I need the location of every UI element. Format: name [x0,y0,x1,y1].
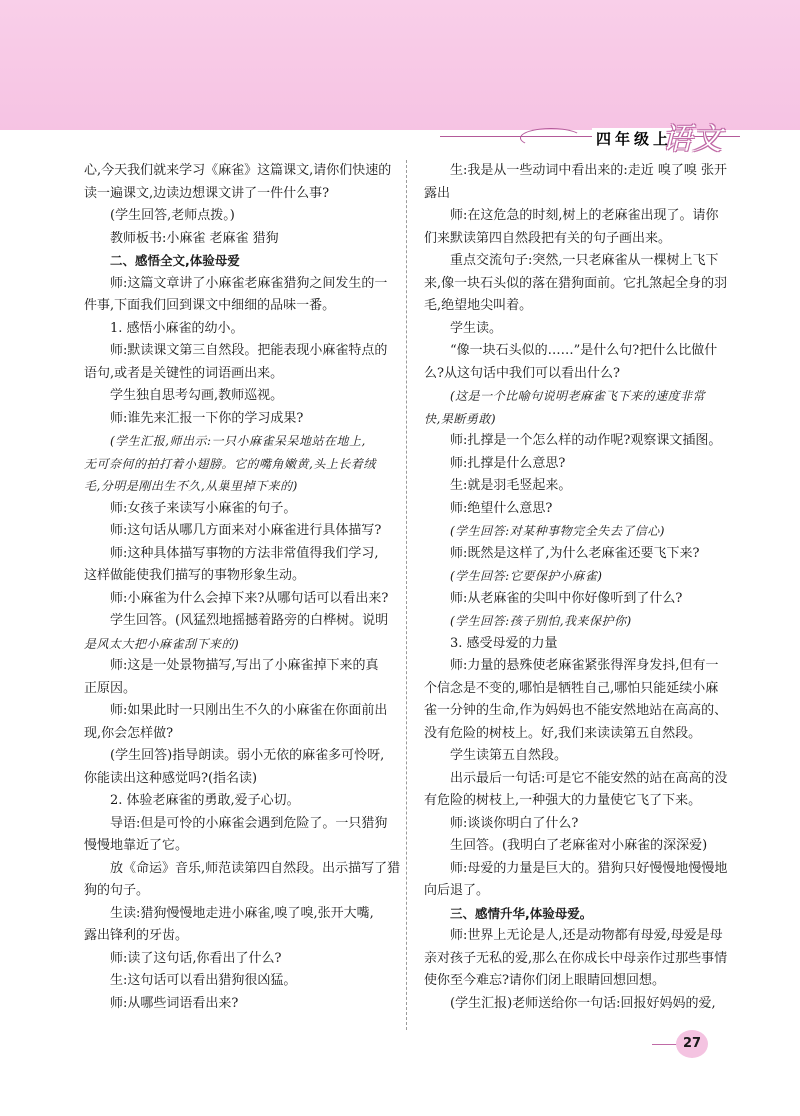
text-line: 3. 感受母爱的力量 [450,635,558,651]
text-line: 们来默读第四自然段把有关的句子画出来。 [424,230,672,246]
text-line: 师:在这危急的时刻,树上的老麻雀出现了。请你 [450,208,719,223]
text-line: 生:我是从一些动词中看出来的:走近 嗅了嗅 张开 [450,163,728,178]
text-line: 师:谁先来汇报一下你的学习成果? [110,410,304,426]
page-number: 27 [676,1030,708,1058]
text-line: 生:就是羽毛竖起来。 [450,478,572,493]
text-line: “像一块石头似的……”是什么句?把什么比做什 [450,343,718,358]
text-line: 师:世界上无论是人,还是动物都有母爱,母爱是母 [450,928,723,943]
text-line: 师:小麻雀为什么会掉下来?从哪句话可以看出来? [110,590,389,606]
text-line: 师:如果此时一只刚出生不久的小麻雀在你面前出 [110,703,388,718]
text-line: 慢慢地靠近了它。 [84,838,189,853]
text-line: 师:扎撑是一个怎么样的动作呢?观察课文插图。 [450,433,722,448]
text-line: (学生回答:它要保护小麻雀) [450,569,603,583]
text-line: 露出 [424,185,451,201]
text-line: 么?从这句话中我们可以看出什么? [424,365,620,381]
text-line: 师:从哪些词语看出来? [110,995,239,1011]
text-line: 三、感情升华,体验母爱。 [450,905,593,921]
text-line: 导语:但是可怜的小麻雀会遇到危险了。一只猎狗 [110,815,388,831]
text-line: 是风太大把小麻雀刮下来的) [84,636,240,651]
header-ornament [520,128,582,148]
text-line: 语句,或者是关键性的词语画出来。 [84,365,284,381]
text-line: 学生读第五自然段。 [450,748,568,763]
text-line: (学生回答:对某种事物完全失去了信心) [450,524,665,538]
text-line: 件事,下面我们回到课文中细细的品味一番。 [84,298,336,313]
text-line: 个信念是不变的,哪怕是牺牲自己,哪怕只能延续小麻 [424,680,719,696]
text-line: 正原因。 [84,680,137,696]
text-line: 二、感悟全文,体验母爱 [110,253,240,268]
text-line: 师:这句话从哪几方面来对小麻雀进行具体描写? [110,523,382,538]
text-line: 师:母爱的力量是巨大的。猎狗只好慢慢地慢慢地 [450,860,728,876]
text-line: 师:读了这句话,你看出了什么? [110,950,282,966]
text-line: 雀一分钟的生命,作为妈妈也不能安然地站在高高的、 [424,703,728,718]
text-line: 这样做能使我们描写的事物形象生动。 [84,568,306,583]
text-line: (学生回答:孩子别怕,我来保护你) [450,614,632,628]
text-line: 来,像一块石头似的落在猎狗面前。它扎煞起全身的羽 [424,275,728,291]
text-line: 1. 感悟小麻雀的幼小。 [110,320,244,336]
column-divider [406,160,407,1030]
text-line: 2. 体验老麻雀的勇敢,爱子心切。 [110,793,300,808]
text-line: 快,果断勇敢) [424,411,496,426]
page-number-badge [652,1028,712,1062]
text-line: 教师板书:小麻雀 老麻雀 猎狗 [110,230,279,246]
text-line: 学生独自思考勾画,教师巡视。 [110,388,284,403]
text-line: 师:谈谈你明白了什么? [450,815,579,831]
text-line: 学生读。 [450,320,503,336]
text-line: 师:扎撑是什么意思? [450,455,566,471]
header-banner [0,0,800,130]
text-line: 学生回答。(风猛烈地摇撼着路旁的白桦树。说明 [110,613,389,628]
text-line: 毛,分明是刚出生不久,从巢里掉下来的) [84,479,298,493]
text-line: 有危险的树枝上,一种强大的力量使它飞了下来。 [424,793,702,808]
text-line: (学生回答)指导朗读。弱小无依的麻雀多可怜呀, [110,748,385,763]
text-line: 没有危险的树枝上。好,我们来读读第五自然段。 [424,725,702,741]
left-column [84,160,402,1015]
text-line: 师:这篇文章讲了小麻雀老麻雀猎狗之间发生的一 [110,275,388,291]
text-line: (学生回答,老师点拨。) [110,208,235,223]
text-line: 出示最后一句话:可是它不能安然的站在高高的没 [450,770,728,786]
text-line: 心,今天我们就来学习《麻雀》这篇课文,请你们快速的 [84,163,392,178]
text-line: 师:绝望什么意思? [450,500,553,516]
text-line: 你能读出这种感觉吗?(指名读) [84,770,258,786]
text-line: 师:既然是这样了,为什么老麻雀还要飞下来? [450,545,700,561]
text-line: 露出锋利的牙齿。 [84,928,189,943]
text-line: 无可奈何的拍打着小翅膀。它的嘴角嫩黄,头上长着绒 [84,456,376,471]
grade-label: 四年级上 [592,128,676,149]
text-line: 师:这是一处景物描写,写出了小麻雀掉下来的真 [110,658,379,673]
right-column [424,160,742,1015]
text-line: 生:这句话可以看出猎狗很凶猛。 [110,973,297,988]
text-line: 毛,绝望地尖叫着。 [424,298,533,313]
text-line: 向后退了。 [424,883,490,898]
text-line: 读一遍课文,边读边想课文讲了一件什么事? [84,185,330,201]
text-line: 师:从老麻雀的尖叫中你好像听到了什么? [450,590,683,606]
text-line: 重点交流句子:突然,一只老麻雀从一棵树上飞下 [450,253,719,268]
text-line: 生回答。(我明白了老麻雀对小麻雀的深深爱) [450,838,708,853]
text-line: (这是一个比喻句说明老麻雀飞下来的速度非常 [450,389,706,403]
text-line: 放《命运》音乐,师范读第四自然段。出示描写了猎 [110,860,401,876]
text-line: 亲对孩子无私的爱,那么在你成长中母亲作过那些事情 [424,950,728,966]
text-line: 师:默读课文第三自然段。把能表现小麻雀特点的 [110,343,388,358]
text-line: 师:这种具体描写事物的方法非常值得我们学习, [110,545,379,561]
text-line: (学生汇报)老师送给你一句话:回报好妈妈的爱, [450,995,716,1011]
text-line: 现,你会怎样做? [84,725,174,741]
text-line: 狗的句子。 [84,883,150,898]
text-line: 生读:猎狗慢慢地走进小麻雀,嗅了嗅,张开大嘴, [110,905,374,921]
text-line: 师:力量的悬殊使老麻雀紧张得浑身发抖,但有一 [450,658,719,673]
text-line: 师:女孩子来读写小麻雀的句子。 [110,500,297,516]
subject-label: 语文 [662,122,722,157]
text-line: 使你至今难忘?请你们闭上眼睛回想回想。 [424,973,665,988]
text-line: (学生汇报,师出示:一只小麻雀呆呆地站在地上, [110,434,366,448]
